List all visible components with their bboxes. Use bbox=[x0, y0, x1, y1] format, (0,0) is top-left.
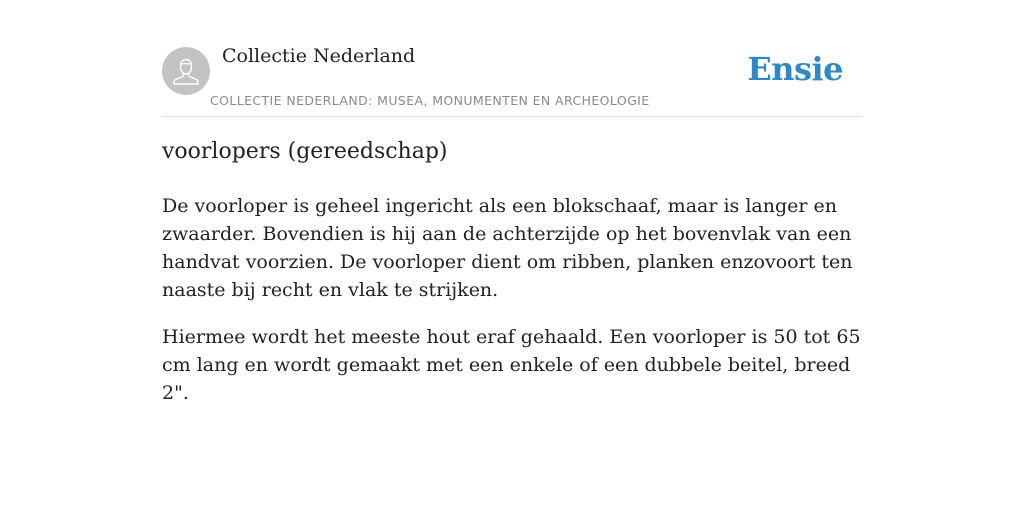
source-subtitle[interactable]: COLLECTIE NEDERLAND: MUSEA, MONUMENTEN EN ARCHEOLOGIE bbox=[210, 93, 650, 108]
header bbox=[162, 0, 862, 117]
page-container bbox=[162, 0, 862, 404]
ensie-logo[interactable]: Ensie bbox=[747, 50, 843, 88]
article-paragraph: Hiermee wordt het meeste hout eraf gehaald. Een voorloper is 50 tot 65 cm lang en wordt gemaakt met een enkele of een dubbele beitel, breed 2". bbox=[162, 326, 861, 404]
article-body bbox=[162, 192, 862, 426]
article-paragraph: De voorloper is geheel ingericht als een blokschaaf, maar is langer en zwaarder. Bovendien is hij aan de achterzijde op het bovenvlak van een handvat voorzien. De voorloper dient om ribben, planken enzovoort ten naaste bij recht en vlak te strijken. bbox=[162, 195, 853, 301]
author-name[interactable]: Collectie Nederland bbox=[222, 45, 416, 67]
user-icon bbox=[162, 47, 210, 95]
avatar[interactable] bbox=[162, 47, 210, 95]
article-title: voorlopers (gereedschap) bbox=[162, 139, 448, 164]
